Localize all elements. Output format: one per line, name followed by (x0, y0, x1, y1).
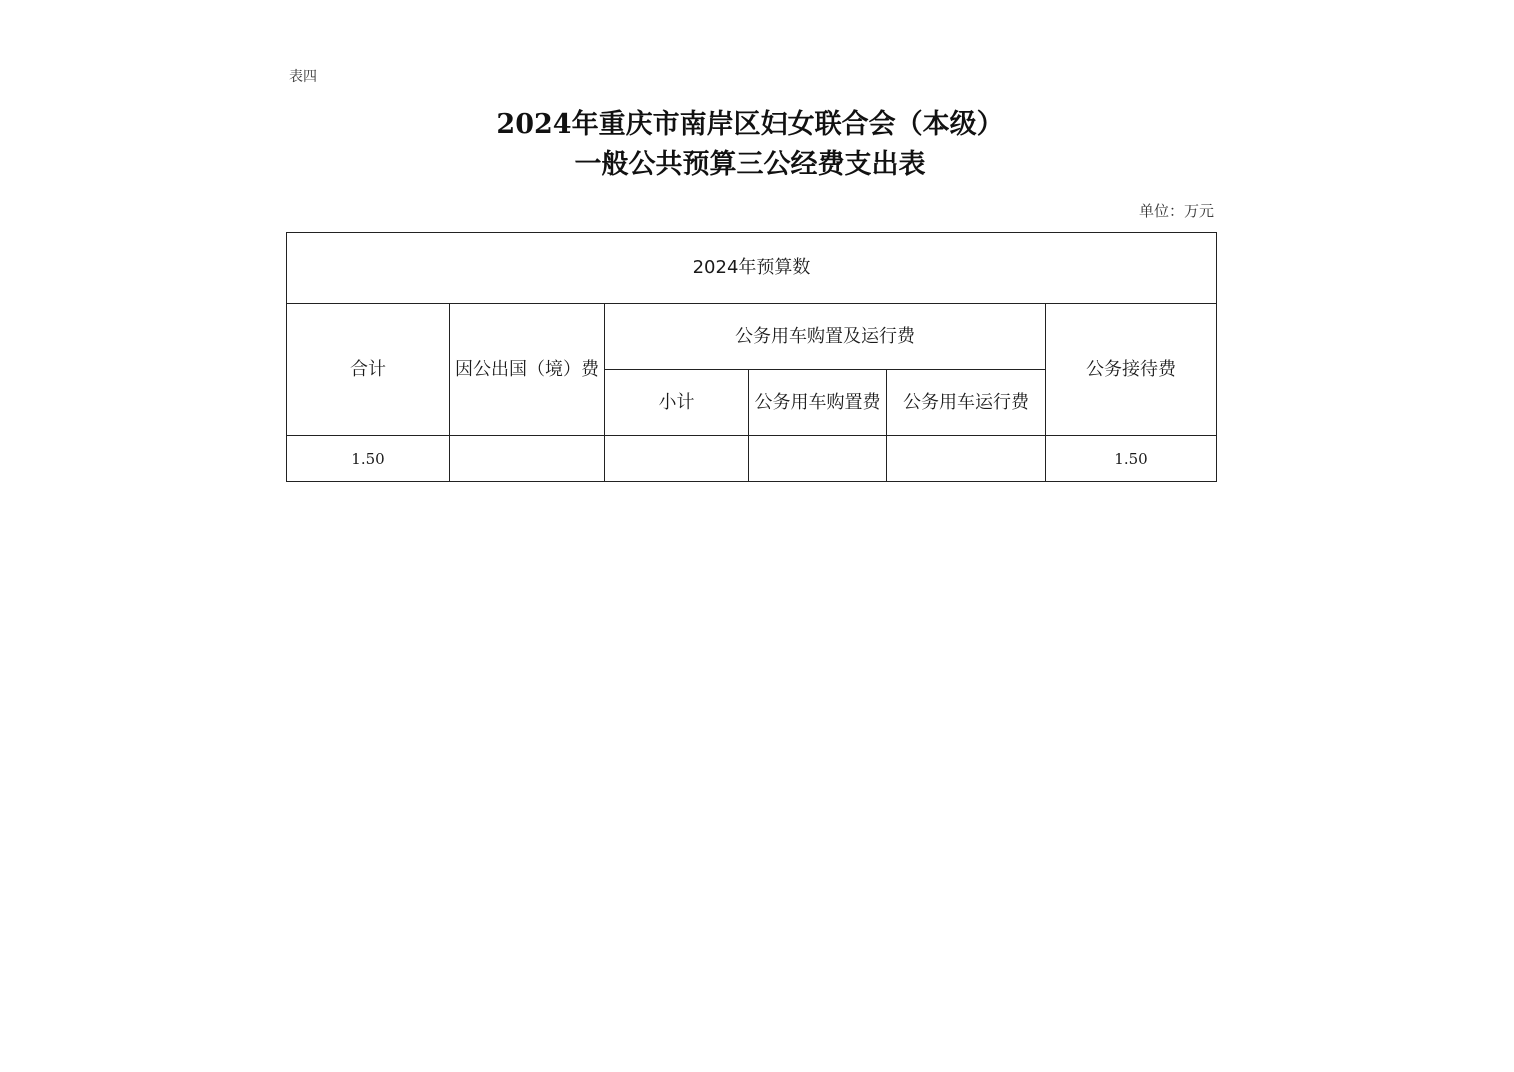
cell-abroad (450, 436, 605, 482)
cell-vehicle-purchase (749, 436, 887, 482)
cell-total: 1.50 (287, 436, 450, 482)
page-title-line2: 一般公共预算三公经费支出表 (574, 149, 926, 180)
cell-vehicle-operation (887, 436, 1046, 482)
page-title-line1: 2024年重庆市南岸区妇女联合会（本级） (496, 109, 1004, 140)
header-vehicle-subtotal: 小计 (605, 370, 749, 436)
table-label: 表四 (289, 69, 317, 85)
table-row (287, 436, 1217, 482)
header-vehicle-purchase: 公务用车购置费 (749, 370, 887, 436)
unit-label: 单位：万元 (1138, 202, 1214, 220)
cell-reception: 1.50 (1046, 436, 1217, 482)
header-vehicle-operation: 公务用车运行费 (887, 370, 1046, 436)
budget-table (286, 232, 1217, 482)
header-row-mid (287, 304, 1217, 370)
header-vehicle-group: 公务用车购置及运行费 (605, 304, 1046, 370)
header-budget-year: 2024年预算数 (287, 233, 1217, 304)
header-abroad: 因公出国（境）费 (450, 304, 605, 436)
header-reception: 公务接待费 (1046, 304, 1217, 436)
cell-vehicle-subtotal (605, 436, 749, 482)
header-row-top (287, 233, 1217, 304)
header-total: 合计 (287, 304, 450, 436)
